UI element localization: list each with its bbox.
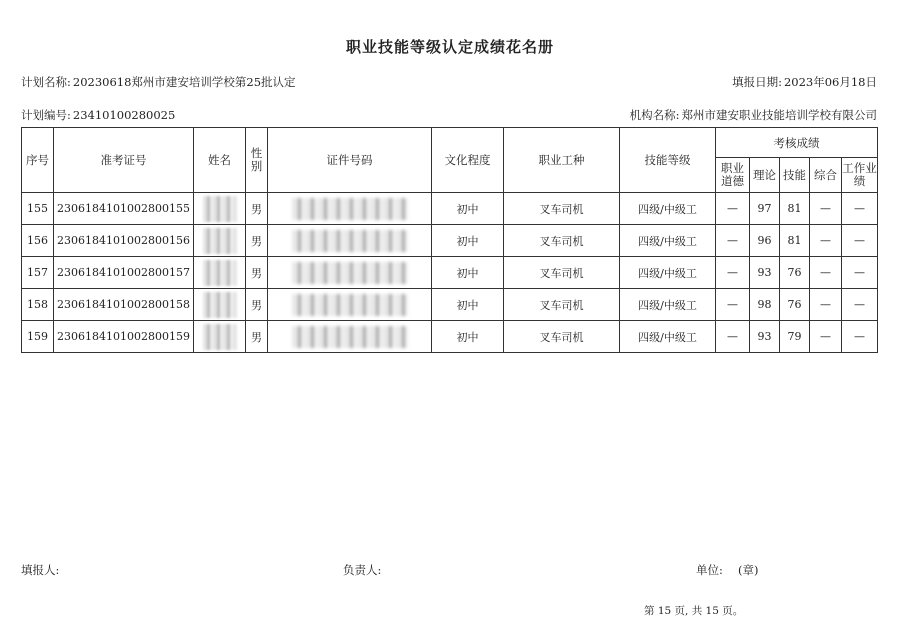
cell-overall: — (810, 321, 842, 353)
seal-label: (章) (738, 563, 759, 577)
header-name: 姓名 (194, 128, 246, 193)
cell-gender: 男 (246, 225, 268, 257)
cell-theory: 93 (750, 257, 780, 289)
table-row (22, 257, 878, 289)
cell-ethics: — (716, 289, 750, 321)
cell-skill: 76 (780, 257, 810, 289)
cell-name (194, 321, 246, 353)
cell-skill: 79 (780, 321, 810, 353)
cell-gender: 男 (246, 321, 268, 353)
cell-performance: — (842, 225, 878, 257)
cell-job: 叉车司机 (504, 225, 620, 257)
unit-label: 单位: (696, 563, 723, 577)
cell-name (194, 225, 246, 257)
cell-overall: — (810, 193, 842, 225)
cell-education: 初中 (432, 257, 504, 289)
cell-seq: 156 (22, 225, 54, 257)
cell-education: 初中 (432, 289, 504, 321)
cell-id-number (268, 257, 432, 289)
plan-number-value: 23410100280025 (72, 108, 176, 122)
cell-theory: 97 (750, 193, 780, 225)
cell-level: 四级/中级工 (620, 193, 716, 225)
cell-overall: — (810, 289, 842, 321)
cell-seq: 155 (22, 193, 54, 225)
cell-education: 初中 (432, 193, 504, 225)
cell-job: 叉车司机 (504, 289, 620, 321)
cell-performance: — (842, 193, 878, 225)
header-theory: 理论 (750, 158, 780, 193)
cell-overall: — (810, 225, 842, 257)
header-education: 文化程度 (432, 128, 504, 193)
cell-name (194, 193, 246, 225)
cell-performance: — (842, 289, 878, 321)
fill-date (732, 74, 877, 90)
cell-job: 叉车司机 (504, 321, 620, 353)
header-skill: 技能 (780, 158, 810, 193)
cell-overall: — (810, 257, 842, 289)
org-name-label: 机构名称: (629, 108, 680, 122)
cell-skill: 81 (780, 193, 810, 225)
cell-gender: 男 (246, 289, 268, 321)
cell-job: 叉车司机 (504, 257, 620, 289)
plan-number (21, 107, 175, 123)
plan-name-value: 20230618郑州市建安培训学校第25批认定 (72, 75, 296, 89)
table-row (22, 225, 878, 257)
cell-education: 初中 (432, 225, 504, 257)
org-name-value: 郑州市建安职业技能培训学校有限公司 (681, 108, 877, 122)
redacted-id-number (292, 198, 408, 220)
cell-ethics: — (716, 193, 750, 225)
redacted-id-number (292, 294, 408, 316)
cell-seq: 157 (22, 257, 54, 289)
cell-admission-no: 2306184101002800156 (54, 225, 194, 257)
header-job: 职业工种 (504, 128, 620, 193)
redacted-name (203, 324, 237, 350)
table-header-row (22, 128, 878, 158)
org-name (630, 107, 877, 123)
page-indicator: 第 15 页, 共 15 页。 (644, 605, 744, 617)
cell-gender: 男 (246, 257, 268, 289)
cell-id-number (268, 289, 432, 321)
fill-date-label: 填报日期: (732, 75, 782, 89)
header-scores: 考核成绩 (716, 128, 878, 158)
cell-seq: 158 (22, 289, 54, 321)
cell-skill: 76 (780, 289, 810, 321)
plan-number-label: 计划编号: (21, 108, 71, 122)
responsible-label: 负责人: (343, 563, 382, 577)
table-row (22, 321, 878, 353)
header-id-number: 证件号码 (268, 128, 432, 193)
cell-performance: — (842, 321, 878, 353)
cell-level: 四级/中级工 (620, 225, 716, 257)
header-overall: 综合 (810, 158, 842, 193)
redacted-id-number (292, 262, 408, 284)
header-seq: 序号 (22, 128, 54, 193)
redacted-name (203, 196, 237, 222)
cell-id-number (268, 193, 432, 225)
cell-admission-no: 2306184101002800159 (54, 321, 194, 353)
cell-admission-no: 2306184101002800155 (54, 193, 194, 225)
cell-theory: 93 (750, 321, 780, 353)
redacted-name (203, 292, 237, 318)
cell-performance: — (842, 257, 878, 289)
cell-ethics: — (716, 257, 750, 289)
cell-theory: 96 (750, 225, 780, 257)
score-roster-table (21, 127, 878, 353)
cell-ethics: — (716, 225, 750, 257)
cell-id-number (268, 321, 432, 353)
cell-admission-no: 2306184101002800158 (54, 289, 194, 321)
cell-education: 初中 (432, 321, 504, 353)
cell-job: 叉车司机 (504, 193, 620, 225)
table-row (22, 289, 878, 321)
header-ethics: 职业道德 (716, 158, 750, 193)
cell-gender: 男 (246, 193, 268, 225)
cell-id-number (268, 225, 432, 257)
cell-theory: 98 (750, 289, 780, 321)
header-performance: 工作业绩 (842, 158, 878, 193)
redacted-name (203, 260, 237, 286)
document-title: 职业技能等级认定成绩花名册 (345, 38, 554, 56)
cell-name (194, 289, 246, 321)
fill-date-value: 2023年06月18日 (783, 75, 877, 89)
plan-name-label: 计划名称: (21, 75, 71, 89)
cell-level: 四级/中级工 (620, 257, 716, 289)
redacted-id-number (292, 230, 408, 252)
filler-label: 填报人: (21, 563, 60, 577)
cell-seq: 159 (22, 321, 54, 353)
header-admission-no: 准考证号 (54, 128, 194, 193)
table-row (22, 193, 878, 225)
cell-skill: 81 (780, 225, 810, 257)
cell-ethics: — (716, 321, 750, 353)
cell-level: 四级/中级工 (620, 289, 716, 321)
redacted-id-number (292, 326, 408, 348)
cell-admission-no: 2306184101002800157 (54, 257, 194, 289)
redacted-name (203, 228, 237, 254)
plan-name (21, 74, 296, 90)
cell-name (194, 257, 246, 289)
header-gender: 性别 (246, 128, 268, 193)
header-skill-level: 技能等级 (620, 128, 716, 193)
cell-level: 四级/中级工 (620, 321, 716, 353)
